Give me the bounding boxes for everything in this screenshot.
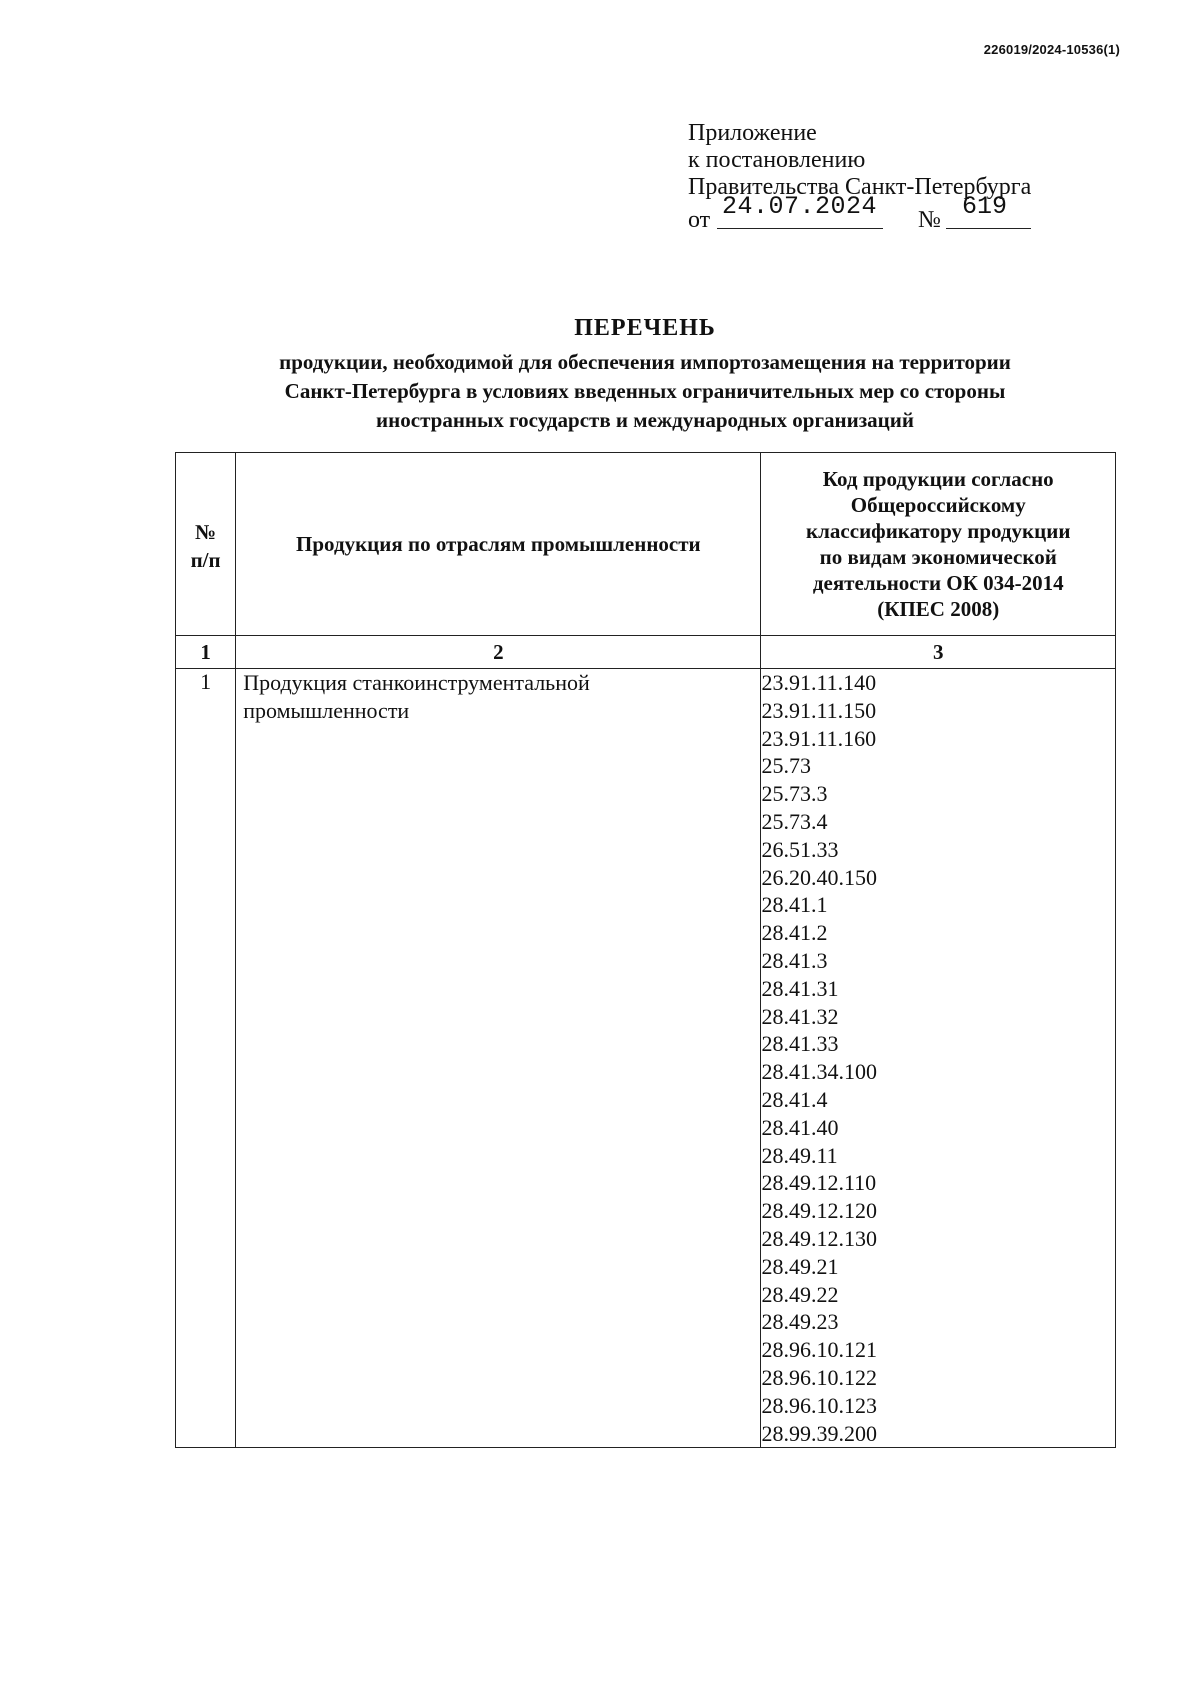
header-product: Продукция по отраслям промышленности [236,453,761,636]
product-code: 28.41.1 [761,892,828,918]
product-code: 28.96.10.123 [761,1392,877,1418]
product-code: 28.49.12.130 [761,1225,877,1251]
title-line-2: Санкт-Петербурга в условиях введенных ограничительных мер со стороны [284,379,1006,403]
product-code: 28.41.34.100 [761,1059,877,1085]
row-number: 1 [176,669,236,1448]
document-title [0,315,1200,435]
product-code: 28.41.2 [761,920,828,946]
header-code-line: классификатору продукции [806,519,1071,543]
product-code: 28.41.32 [761,1003,839,1029]
product-code: 28.96.10.121 [761,1337,877,1363]
table-row [176,669,1116,1448]
table-header-row [176,453,1116,636]
appendix-government-label: Правительства Санкт-Петербурга [688,174,1032,200]
column-number: 1 [176,636,236,669]
header-code-line: (КПЕС 2008) [877,597,1000,621]
product-code: 28.49.23 [761,1309,839,1335]
product-code: 25.73.3 [761,781,828,807]
header-code-line: по видам экономической [819,545,1057,569]
number-label: № [918,207,941,233]
header-number-sign: № [195,520,217,544]
from-label: от [688,207,711,233]
product-code: 26.51.33 [761,836,839,862]
product-code: 28.41.33 [761,1031,839,1057]
appendix-block [688,120,1031,231]
resolution-date: 24.07.2024 [722,192,878,221]
product-codes [761,669,1116,1448]
title-line-3: иностранных государств и международных организаций [376,408,914,432]
products-table [175,452,1116,1448]
product-code: 28.49.21 [761,1253,839,1279]
column-number: 2 [236,636,761,669]
header-code [761,453,1116,636]
date-number-line [688,192,1031,233]
product-name-line: Продукция станкоинструментальной [243,670,590,695]
product-code: 25.73.4 [761,808,828,834]
product-code: 28.49.11 [761,1142,838,1168]
product-code: 25.73 [761,753,811,779]
product-name-line: промышленности [243,698,410,723]
product-code: 28.49.12.110 [761,1170,877,1196]
appendix-label: Приложение [688,120,817,146]
product-code: 28.49.22 [761,1281,839,1307]
product-code: 28.41.3 [761,947,828,973]
product-code: 28.96.10.122 [761,1364,877,1390]
product-code: 28.41.31 [761,975,839,1001]
product-name [236,669,761,1448]
title-line-1: продукции, необходимой для обеспечения импортозамещения на территории [279,350,1011,374]
column-number-row [176,636,1116,669]
product-code: 23.91.11.140 [761,670,877,695]
registration-number: 226019/2024-10536(1) [983,42,1120,57]
product-code: 26.20.40.150 [761,864,877,890]
header-number [176,453,236,636]
product-code: 28.41.40 [761,1114,839,1140]
header-number-pp: п/п [190,548,221,572]
resolution-number: 619 [962,192,1008,221]
product-code: 28.41.4 [761,1086,828,1112]
product-code: 23.91.11.160 [761,725,877,751]
header-code-line: Общероссийскому [850,493,1026,517]
title-heading: ПЕРЕЧЕНЬ [574,315,716,341]
product-code: 23.91.11.150 [761,697,877,723]
header-code-line: Код продукции согласно [822,467,1054,491]
appendix-resolution-label: к постановлению [688,147,866,173]
product-code: 28.49.12.120 [761,1198,877,1224]
product-code: 28.99.39.200 [761,1420,877,1446]
header-code-line: деятельности ОК 034-2014 [812,571,1064,595]
column-number: 3 [761,636,1116,669]
